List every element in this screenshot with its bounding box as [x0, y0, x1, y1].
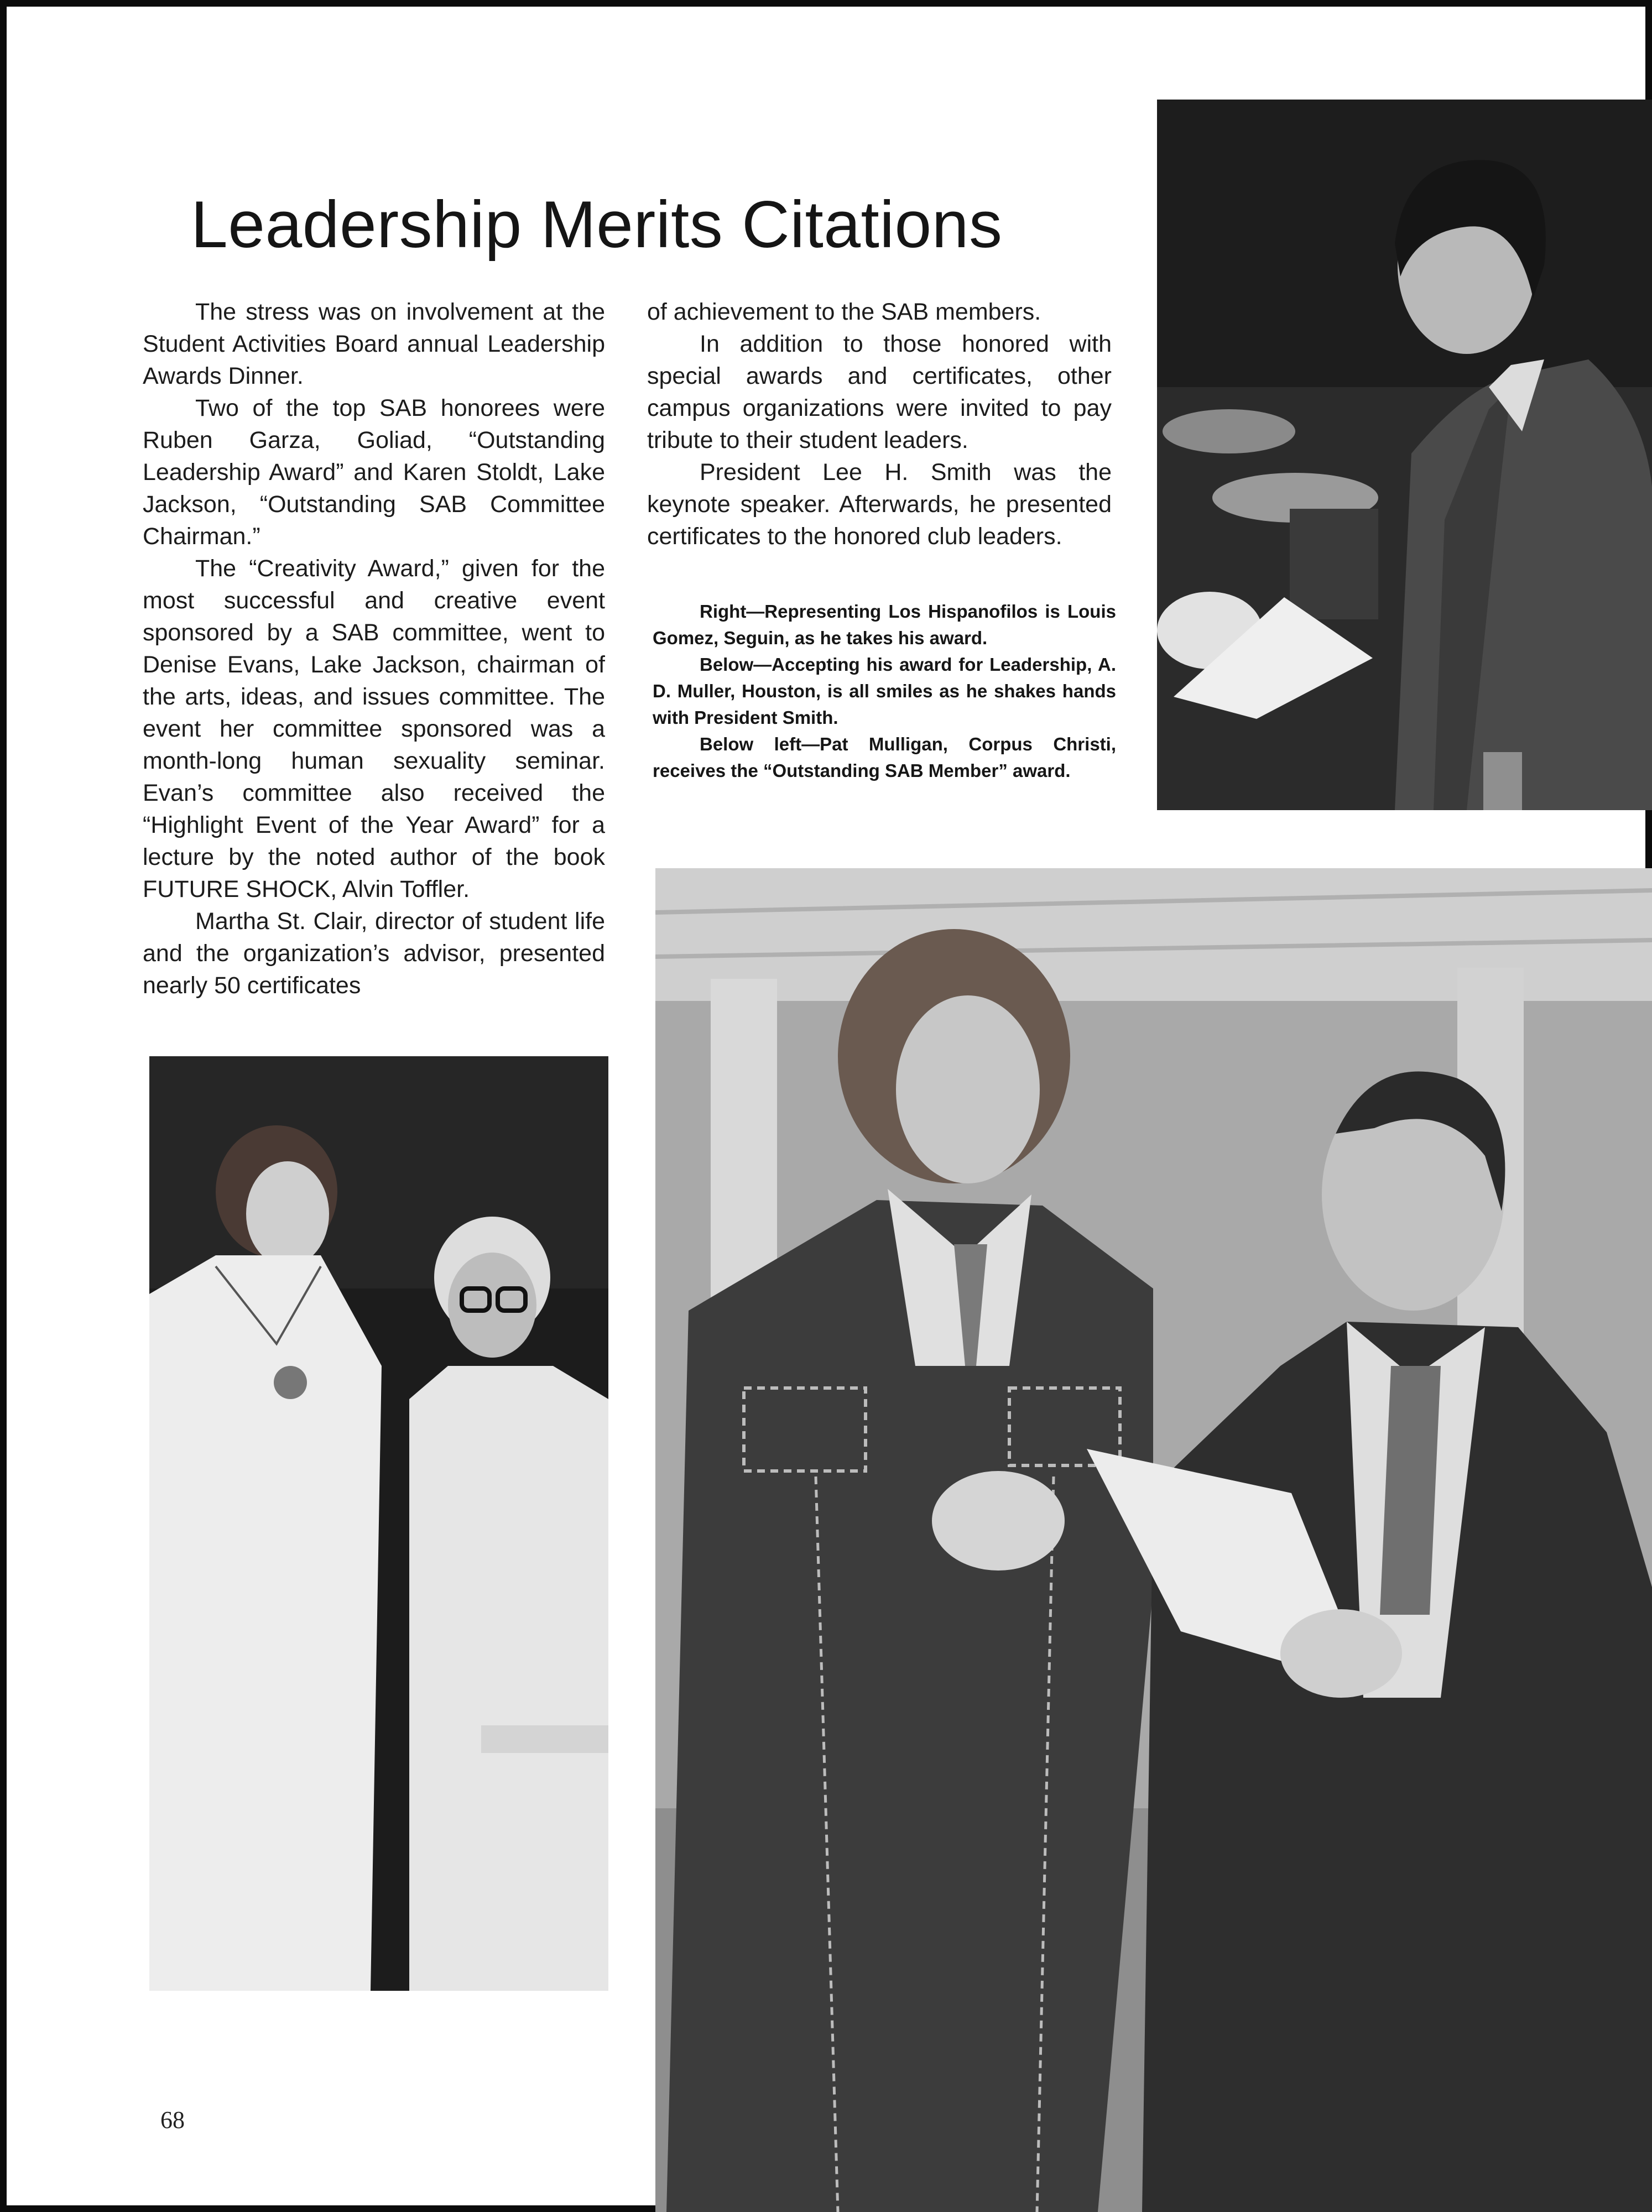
photo-captions — [653, 598, 1116, 784]
article-paragraph: The stress was on involvement at the Student Activities Board annual Leadership Awards Dinner. — [143, 299, 605, 389]
photo-award-recipient-right — [1157, 100, 1652, 810]
photo-award-recipient-left-image — [149, 1056, 608, 1991]
article-paragraph: Two of the top SAB honorees were Ruben Garza, Goliad, “Outstanding Leadership Award” and Karen Stoldt, Lake Jackson, “Outstanding SAB Committee Chairman.” — [143, 395, 605, 550]
article-paragraph: Martha St. Clair, director of student life and the organization’s advisor, presented nearly 50 certificates — [143, 908, 605, 999]
caption-right-photo: Right—Representing Los Hispanofilos is Louis Gomez, Seguin, as he takes his award. — [653, 601, 1116, 648]
caption-left-photo: Below left—Pat Mulligan, Corpus Christi, receives the “Outstanding SAB Member” award. — [653, 734, 1116, 781]
article-column-1 — [143, 296, 605, 1001]
caption-main-photo: Below—Accepting his award for Leadership, A. D. Muller, Houston, is all smiles as he shakes hands with President Smith. — [653, 654, 1116, 728]
article-column-2 — [647, 296, 1112, 552]
photo-award-recipient-left — [149, 1056, 608, 1991]
article-paragraph-continued: of achievement to the SAB members. — [647, 299, 1041, 325]
photo-handshake-main — [655, 868, 1652, 2212]
article-paragraph: The “Creativity Award,” given for the most successful and creative event sponsored by a SAB committee, went to Denise Evans, Lake Jackson, chairman of the arts, ideas, and issues committee. The event her committee sponsored was a month-long human sexuality seminar. Evan’s committee also received the “Highlight Event of the Year Award” for a lecture by the noted author of the book FUTURE SHOCK, Alvin Toffler. — [143, 555, 605, 902]
page-number: 68 — [160, 2106, 185, 2133]
article-paragraph: President Lee H. Smith was the keynote speaker. Afterwards, he presented certificates to the honored club leaders. — [647, 459, 1112, 550]
article-paragraph: In addition to those honored with special awards and certificates, other campus organizations were invited to pay tribute to their student leaders. — [647, 331, 1112, 453]
photo-award-recipient-right-image — [1157, 100, 1652, 810]
page-title: Leadership Merits Citations — [191, 187, 1003, 262]
photo-handshake-main-image — [655, 868, 1652, 2212]
